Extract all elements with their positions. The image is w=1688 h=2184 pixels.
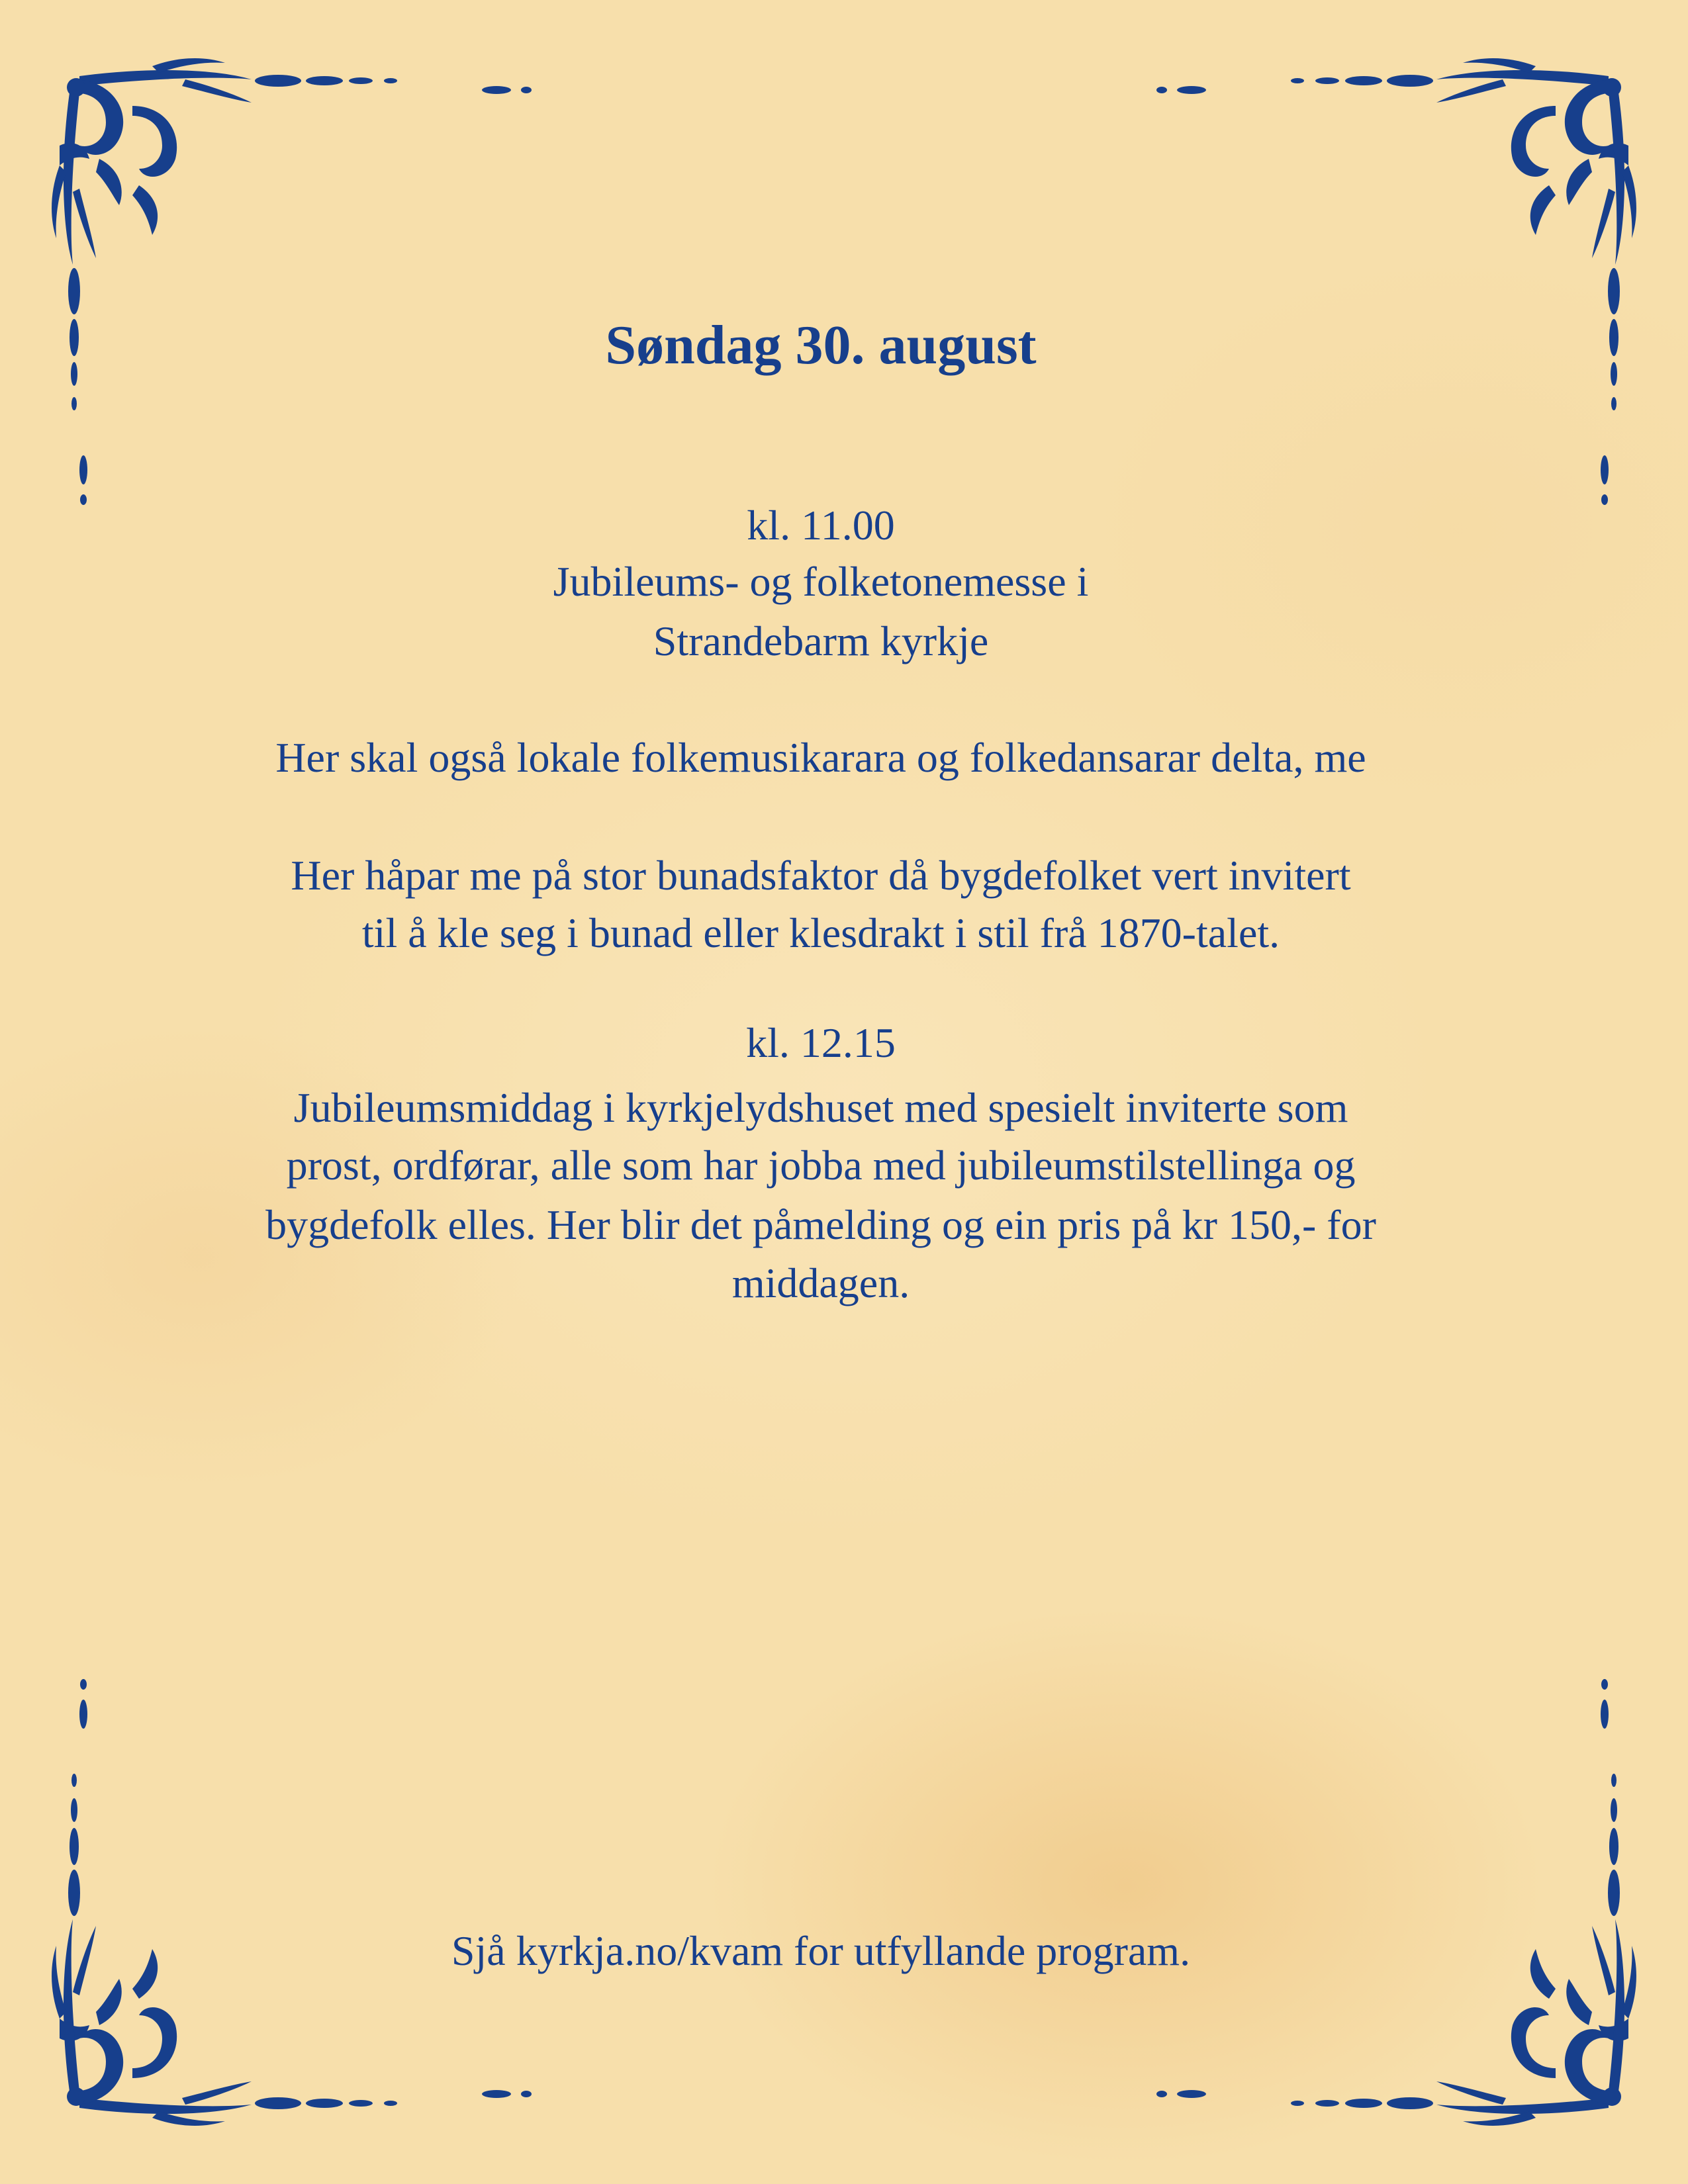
corner-ornament-bottom-right — [1125, 1641, 1655, 2144]
event2-time: kl. 12.15 — [746, 1019, 896, 1066]
corner-ornament-bottom-left — [33, 1641, 563, 2144]
note1: Her skal også lokale folkemusikarara og folkedansarar delta, me — [275, 734, 1366, 781]
corner-ornament-top-left — [33, 40, 563, 543]
event2-line3: bygdefolk elles. Her blir det påmelding og ein pris på kr 150,- for — [265, 1201, 1376, 1248]
event2-line2: prost, ordførar, alle som har jobba med jubileumstilstellinga og — [286, 1142, 1356, 1189]
event2-line1: Jubileumsmiddag i kyrkjelydshuset med spesielt inviterte som — [293, 1084, 1348, 1131]
event1-time: kl. 11.00 — [747, 502, 895, 549]
note2-line1: Her håpar me på stor bunadsfaktor då bygdefolket vert invitert — [291, 852, 1351, 899]
note2-line2: til å kle seg i bunad eller klesdrakt i stil frå 1870-talet. — [361, 909, 1280, 956]
page-title: Søndag 30. august — [605, 314, 1037, 376]
event1-line1: Jubileums- og folketonemesse i — [553, 558, 1089, 605]
event2-line4: middagen. — [731, 1259, 910, 1306]
event1-line2: Strandebarm kyrkje — [653, 617, 989, 664]
corner-ornament-top-right — [1125, 40, 1655, 543]
footer-text: Sjå kyrkja.no/kvam for utfyllande program. — [451, 1927, 1191, 1974]
